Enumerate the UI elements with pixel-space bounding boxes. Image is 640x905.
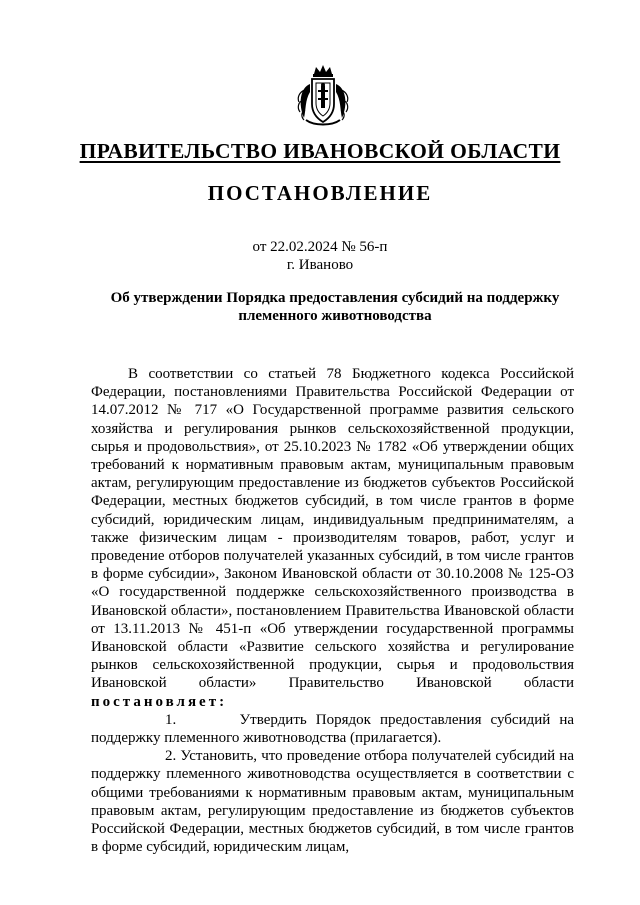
item-2-paragraph — [91, 747, 574, 856]
document-body — [91, 365, 574, 856]
coat-of-arms-emblem — [296, 64, 350, 126]
decree-word: постановляет: — [91, 693, 228, 710]
government-title: ПРАВИТЕЛЬСТВО ИВАНОВСКОЙ ОБЛАСТИ — [79, 139, 561, 163]
item-1-paragraph — [91, 711, 574, 747]
date-and-number: от 22.02.2024 № 56-п — [252, 239, 388, 255]
document-type: ПОСТАНОВЛЕНИЕ — [207, 181, 433, 205]
preamble-paragraph — [91, 365, 574, 711]
preamble-text: В соответствии со статьей 78 Бюджетного кодекса Российской Федерации, постановлениями Правительства Российской Федерации от 14.07.2012 № 717 «О Государственной программе развития сельского хозяйства и регулирования рынков сельскохозяйственной продукции, сырья и продовольствия», от 25.10.2023 № 1782 «Об утверждении общих требований к нормативным правовым актам, муниципальным правовым актам, регулирующим предоставление из бюджетов субъектов Российской Федерации, местных бюджетов субсидий, в том числе грантов в форме субсидий, юридическим лицам, индивидуальным предпринимателям, а также физическим лицам - производителям товаров, работ, услуг и проведение отборов получателей указанных субсидий, в том числе грантов в форме субсидии», Законом Ивановской области от 30.10.2008 № 125-ОЗ «О государственной поддержке сельскохозяйственного производства в Ивановской области», постановлением Правительства Ивановской области от 13.11.2013 № 451-п «Об утверждении государственной программы Ивановской области «Развитие сельского хозяйства и регулирование рынков сельскохозяйственной продукции, сырья и продовольствия Ивановской области» Правительство Ивановской области — [91, 366, 574, 692]
item-2-text: Установить, что проведение отбора получателей субсидий на поддержку племенного животноводства осуществляется в соответствии с общими требованиями к нормативным правовым актам, муниципальным правовым актам, регулирующим предоставление из бюджетов субъектов Российской Федерации, местных бюджетов субсидий, в том числе грантов в форме субсидий, юридическим лицам, — [91, 748, 574, 856]
city: г. Иваново — [286, 257, 354, 273]
document-subject: Об утверждении Порядка предоставления субсидий на поддержку племенного животноводства — [110, 290, 560, 324]
item-2-number: 2. — [165, 748, 177, 765]
item-1-number: 1. — [165, 711, 177, 728]
item-1-text: Утвердить Порядок предоставления субсидий на поддержку племенного животноводства (прилагается). — [91, 711, 575, 747]
